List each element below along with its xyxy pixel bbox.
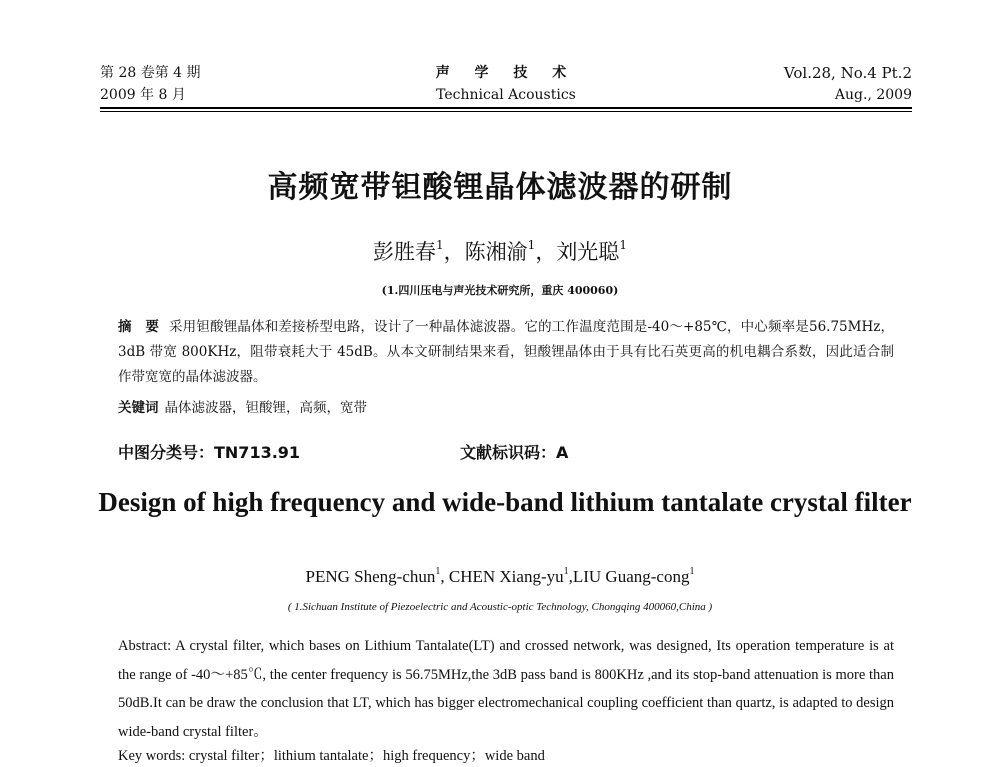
author-affil-mark: 1	[436, 238, 444, 252]
journal-name-en: Technical Acoustics	[436, 87, 576, 103]
abstract-text-cn: 采用钽酸锂晶体和差接桥型电路，设计了一种晶体滤波器。它的工作温度范围是-40～+85℃，中心频率是56.75MHz，3dB 带宽 800KHz，阻带衰耗大于 45dB。从本文研制结果来看，钽酸锂晶体由于具有比石英更高的机电耦合系数，因此适合制作带宽宽的晶体滤波器。	[118, 319, 895, 385]
authors-cn	[0, 236, 1000, 266]
author-affil-mark: 1	[563, 566, 569, 577]
keywords-text-cn: 晶体滤波器，钽酸锂，高频，宽带	[164, 400, 367, 416]
author-name: 刘光聪	[556, 240, 620, 264]
header-rule-thin	[100, 111, 912, 112]
author-separator: ,	[568, 567, 573, 586]
authors-en	[0, 566, 1000, 587]
author-separator: ，	[535, 240, 557, 264]
volume-issue-en: Vol.28, No.4 Pt.2	[783, 64, 912, 82]
author-separator: ,	[440, 567, 449, 586]
author-affil-mark: 1	[527, 238, 536, 252]
author-separator: ，	[443, 240, 465, 264]
paper-title-cn: 高频宽带钽酸锂晶体滤波器的研制	[267, 170, 733, 205]
affiliation-cn: (1.四川压电与声光技术研究所，重庆 400060)	[381, 284, 619, 297]
keywords-label-cn: 关键词	[118, 400, 159, 416]
affiliation-en: ( 1.Sichuan Institute of Piezoelectric and Acoustic-optic Technology, Chongqing 400060,China )	[287, 601, 713, 613]
date-en: Aug., 2009	[834, 87, 912, 103]
author-name: 彭胜春	[373, 240, 437, 264]
volume-issue-cn: 第 28 卷第 4 期	[100, 65, 201, 81]
author-affil-mark: 1	[619, 238, 627, 252]
journal-name-cn: 声 学 技 术	[435, 65, 577, 81]
abstract-cn	[118, 315, 894, 390]
date-cn: 2009 年 8 月	[100, 87, 186, 103]
author-affil-mark: 1	[435, 566, 441, 577]
abstract-label-cn: 摘 要	[118, 319, 160, 335]
document-code: 文献标识码：A	[460, 443, 569, 462]
header-rule	[100, 107, 912, 109]
keywords-cn	[118, 397, 894, 419]
author-name: LIU Guang-cong	[572, 567, 690, 586]
author-name: 陈湘渝	[464, 240, 528, 264]
author-name: CHEN Xiang-yu	[448, 567, 564, 586]
author-name: PENG Sheng-chun	[305, 567, 436, 586]
keywords-en: Key words: crystal filter；lithium tantalate；high frequency；wide band	[118, 748, 545, 764]
paper-title-en: Design of high frequency and wide-band lithium tantalate crystal filter	[98, 487, 912, 517]
issue-info-en	[784, 62, 912, 106]
clc-number: 中图分类号：TN713.91	[118, 443, 301, 462]
journal-header	[100, 62, 912, 106]
abstract-en: Abstract: A crystal filter, which bases on Lithium Tantalate(LT) and crossed network, was designed, Its operation temperature is at the range of -40～+85℃, the center frequency is 56.75MHz,the 3dB pass band is 800KHz ,and its stop-band attenuation is more than 50dB.It can be draw the conclusion that LT, which has bigger electromechanical coupling coefficient than quartz, is adapted to design wide-band crystal filter。	[118, 638, 894, 740]
author-affil-mark: 1	[689, 566, 695, 577]
